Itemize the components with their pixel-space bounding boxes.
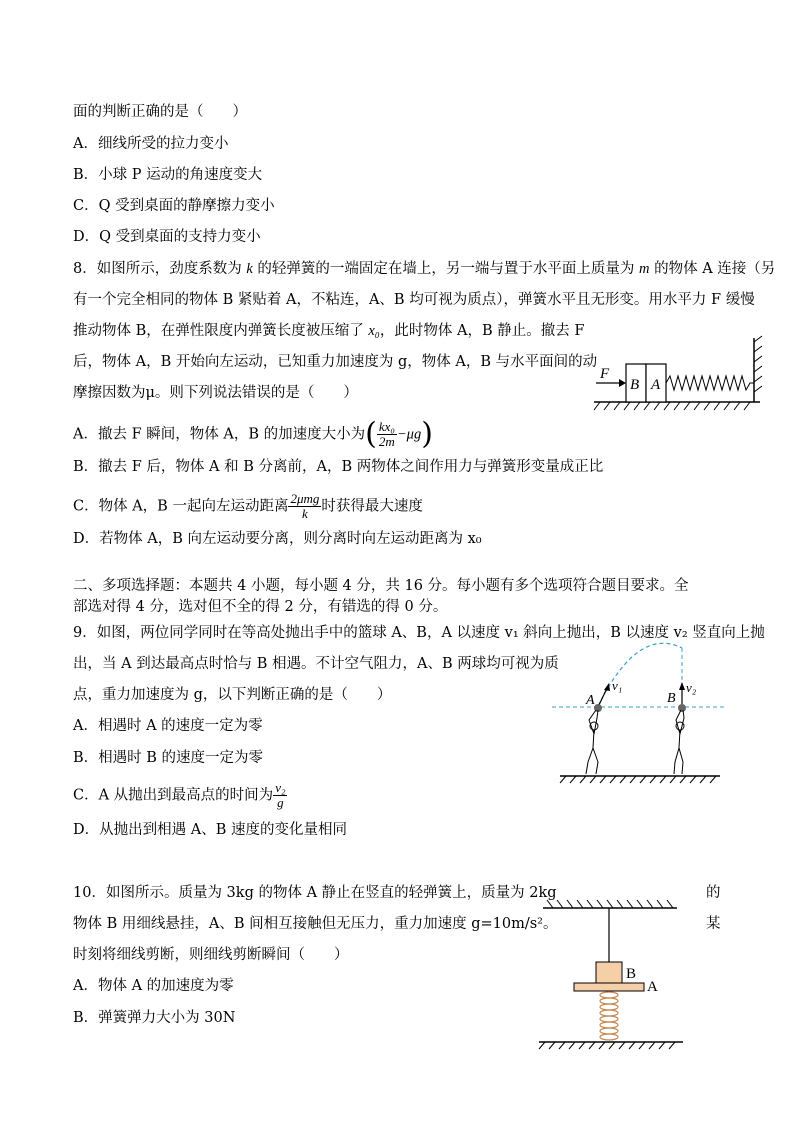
section2-line-2: 部选对得 4 分，选对但不全的得 2 分，有错选的得 0 分。 xyxy=(73,599,448,615)
q9-option-d: D．从抛出到相遇 A、B 速度的变化量相同 xyxy=(73,822,347,838)
q9-line-2: 出，当 A 到达最高点时恰与 B 相遇。不计空气阻力，A、B 两球均可视为质 xyxy=(73,656,559,672)
label-v1: v₁ xyxy=(612,678,623,693)
q8-option-d: D．若物体 A，B 向左运动要分离，则分离时向左运动距离为 x₀ xyxy=(73,531,482,547)
q10-option-a: A．物体 A 的加速度为零 xyxy=(73,978,234,994)
q8-option-b: B．撤去 F 后，物体 A 和 B 分离前，A，B 两物体之间作用力与弹簧形变量成正比 xyxy=(73,459,604,475)
q7-option-b: B．小球 P 运动的角速度变大 xyxy=(73,167,263,183)
q10-line-2-end: 某 xyxy=(706,916,721,932)
q8-option-a: A．撤去 F 瞬间，物体 A，B 的加速度大小为( $\frac{\text{kx₀}}{2m}$ −μg) xyxy=(73,416,433,452)
q9-basketball-figure xyxy=(550,640,730,788)
q8-option-c: C．物体 A，B 一起向左运动距离 $\frac{\text{2μmg}}{k}$ 时获得最大速度 xyxy=(73,491,423,521)
q10-line-1: 10．如图所示。质量为 3kg 的物体 A 静止在竖直的轻弹簧上，质量为 2kg xyxy=(73,885,557,901)
q8-spring-block-figure xyxy=(590,334,770,412)
label-b: B xyxy=(630,377,640,393)
q8-line-1: 8．如图所示，劲度系数为 k 的轻弹簧的一端固定在墙上，另一端与置于水平面上质量为 m 的物体 A 连接（另 xyxy=(73,261,776,277)
q10-option-b: B．弹簧弹力大小为 30N xyxy=(73,1010,236,1026)
q10-spring-hanging-figure xyxy=(535,896,685,1054)
q10-line-3: 时刻将细线剪断，则细线剪断瞬间（ ） xyxy=(73,947,349,963)
q9-option-b: B．相遇时 B 的速度一定为零 xyxy=(73,750,264,766)
q7-option-c: C．Q 受到桌面的静摩擦力变小 xyxy=(73,198,275,214)
label-v2: v₂ xyxy=(686,680,697,695)
label-a: A xyxy=(586,693,595,708)
q8-line-3: 推动物体 B，在弹性限度内弹簧长度被压缩了 x₀，此时物体 A，B 静止。撤去 F xyxy=(73,323,585,339)
label-b: B xyxy=(667,691,676,706)
label-a: A xyxy=(651,377,661,393)
q8-line-5: 摩擦因数为μ。则下列说法错误的是（ ） xyxy=(73,385,358,401)
force-f-label: F xyxy=(600,366,610,382)
block-b xyxy=(596,962,622,983)
q9-option-a: A．相遇时 A 的速度一定为零 xyxy=(73,718,263,734)
q7-option-d: D．Q 受到桌面的支持力变小 xyxy=(73,229,261,245)
plate-a xyxy=(574,983,644,991)
q8-line-2: 有一个完全相同的物体 B 紧贴着 A，不粘连，A、B 均可视为质点），弹簧水平且无形变。用水平力 F 缓慢 xyxy=(73,292,755,308)
student-a xyxy=(586,710,598,774)
q7-option-a: A．细线所受的拉力变小 xyxy=(73,136,229,152)
q10-line-2: 物体 B 用细线悬挂，A、B 间相互接触但无压力，重力加速度 g=10m/s²。 xyxy=(73,916,558,932)
q9-line-1: 9．如图，两位同学同时在等高处抛出手中的篮球 A、B，A 以速度 v₁ 斜向上抛出，B 以速度 v₂ 竖直向上抛 xyxy=(73,625,765,641)
q9-line-3: 点，重力加速度为 g，以下判断正确的是（ ） xyxy=(73,687,392,703)
q10-line-1-end: 的 xyxy=(706,885,721,901)
label-a: A xyxy=(647,979,658,995)
label-b: B xyxy=(626,966,637,982)
q9-option-c: C．A 从抛出到最高点的时间为 $\frac{\text{v₂}}{g}$ xyxy=(73,780,286,810)
student-b xyxy=(674,710,684,774)
q7-stem-tail: 面的判断正确的是（ ） xyxy=(73,104,247,120)
section2-line-1: 二、多项选择题：本题共 4 小题，每小题 4 分，共 16 分。每小题有多个选项符合题目要求。全 xyxy=(73,578,689,594)
q8-line-4: 后，物体 A，B 开始向左运动，已知重力加速度为 g，物体 A，B 与水平面间的动 xyxy=(73,354,598,370)
spring xyxy=(600,992,618,1040)
spring xyxy=(666,376,754,390)
